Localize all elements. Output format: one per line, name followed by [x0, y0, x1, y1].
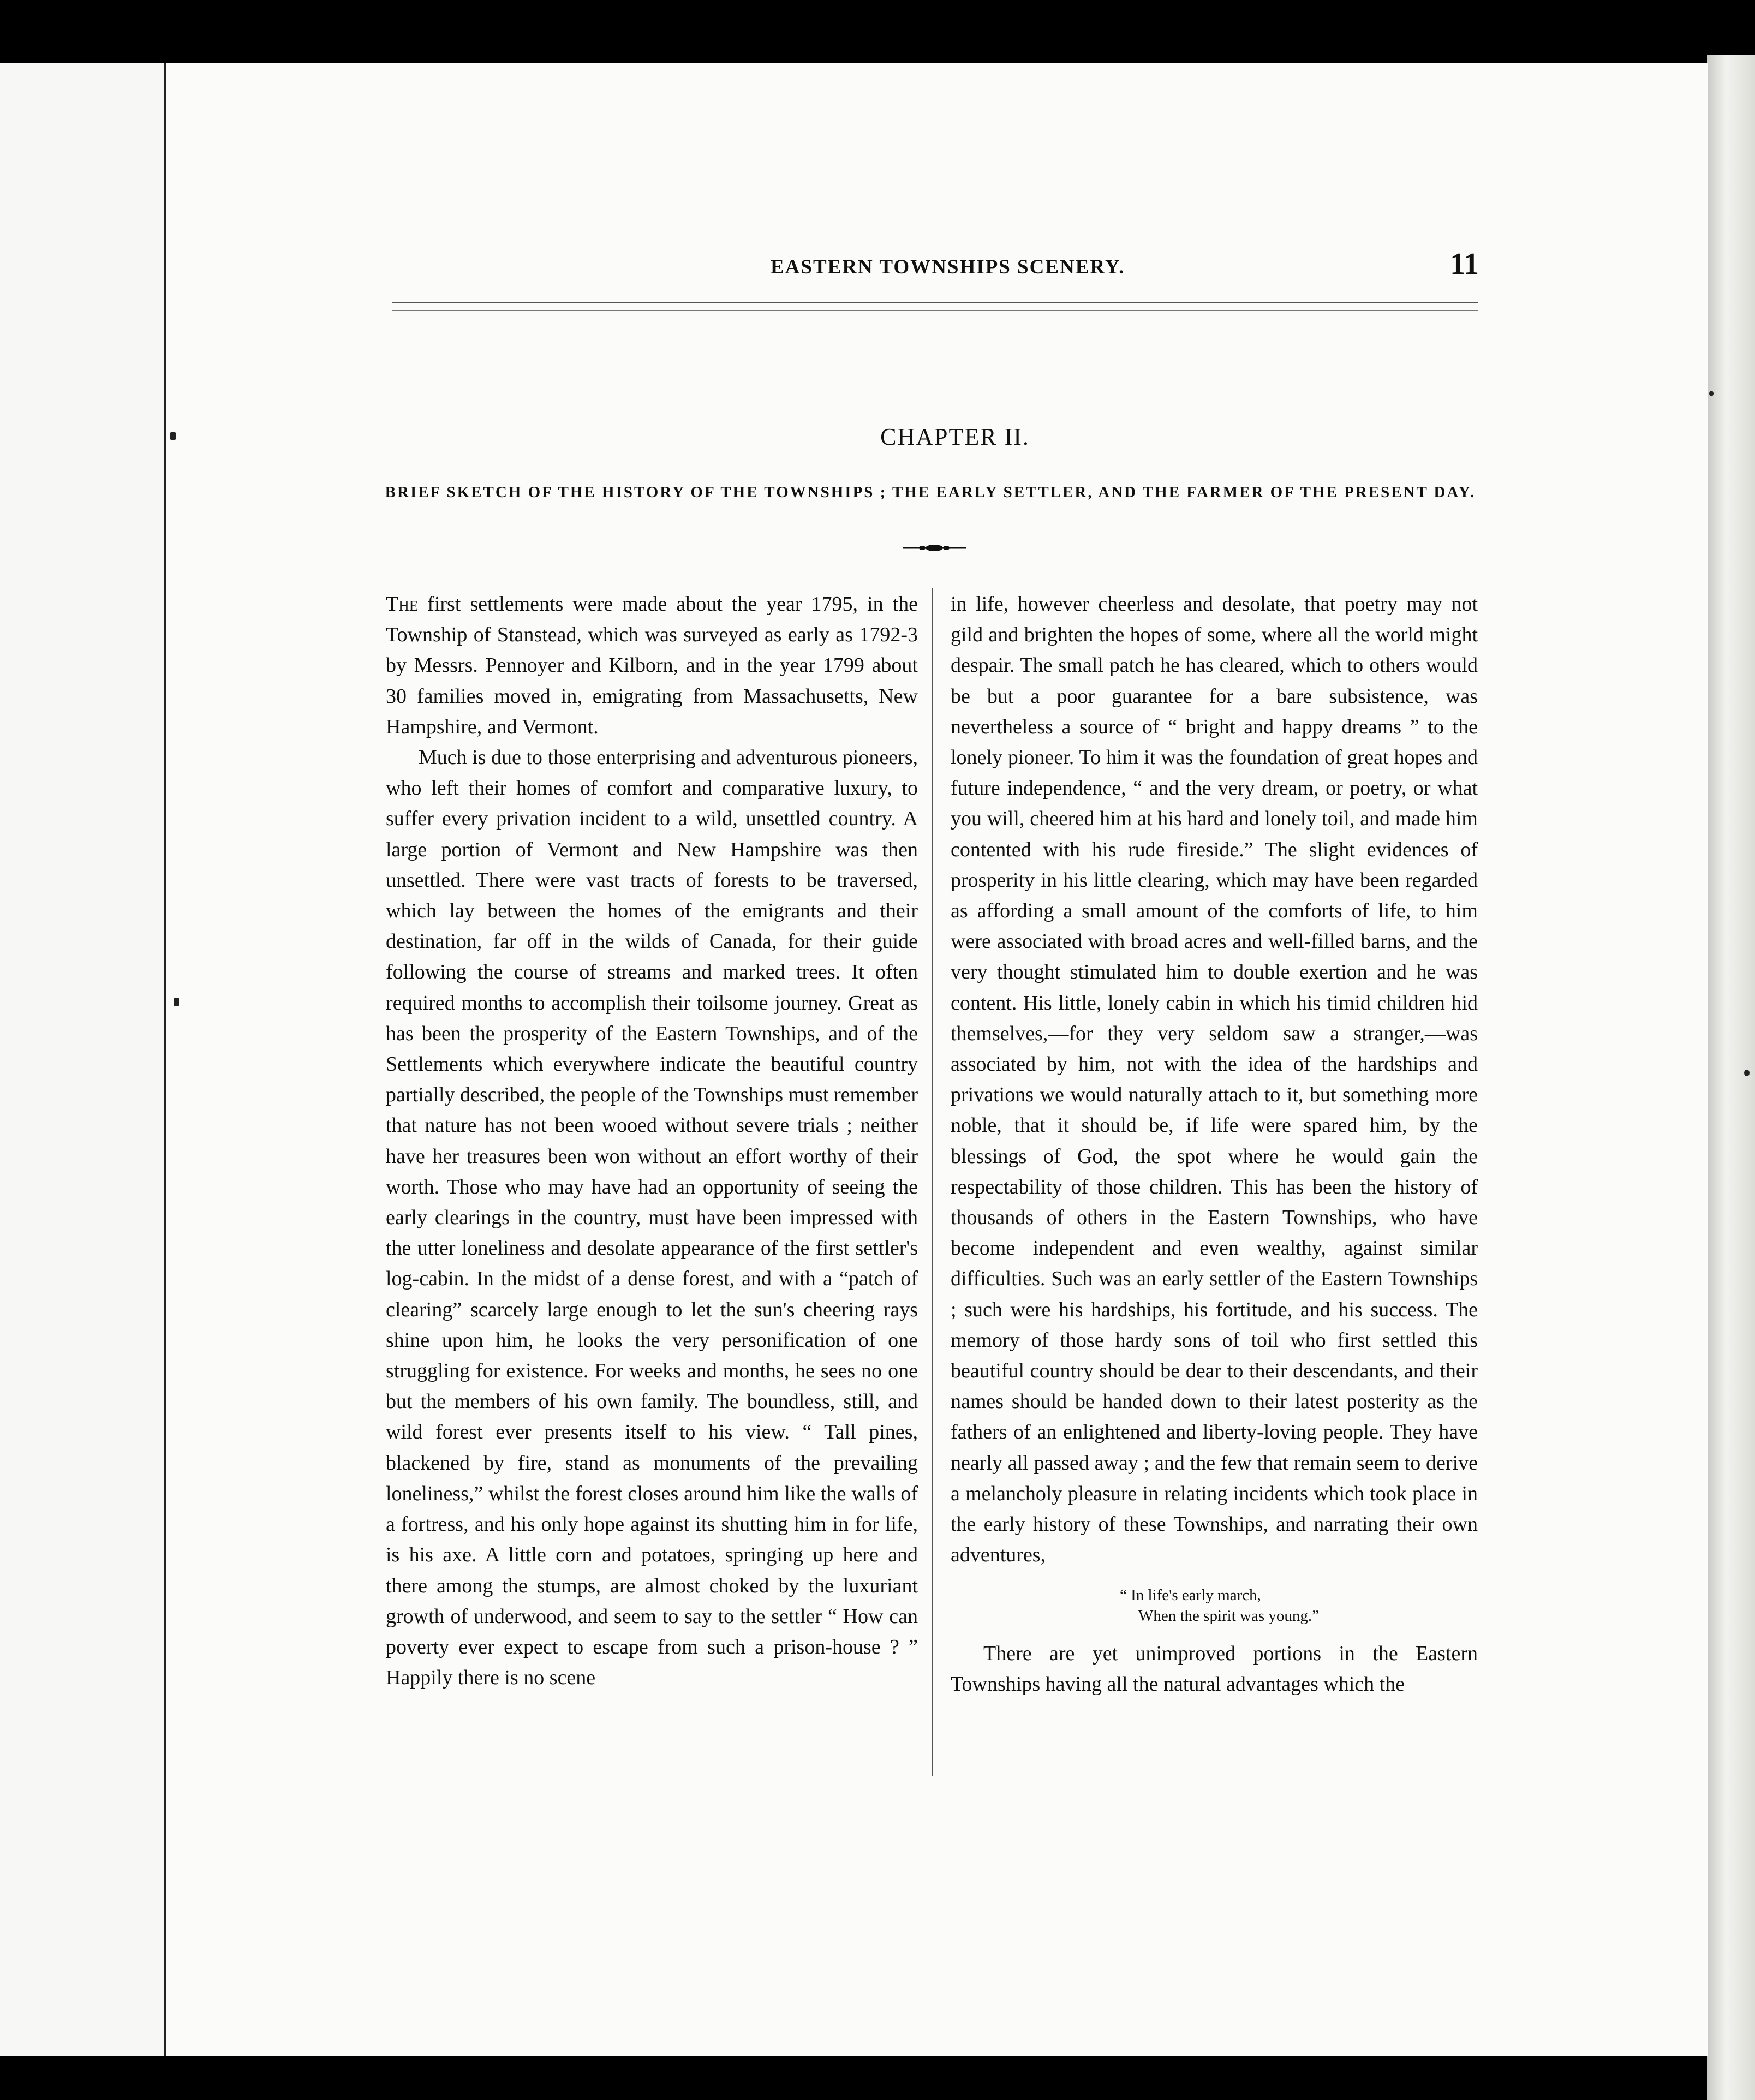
page-number: 11: [1450, 247, 1479, 281]
scan-speck: [1709, 391, 1714, 396]
scan-speck: [170, 432, 176, 440]
ornament-divider: [902, 544, 967, 552]
scan-speck: [174, 998, 179, 1006]
chapter-subtitle: BRIEF SKETCH OF THE HISTORY OF THE TOWNSHIPS ; THE EARLY SETTLER, AND THE FARMER OF THE PRESENT DAY.: [385, 484, 1476, 501]
verse-quote: [1120, 1585, 1478, 1626]
verse-line-1: “ In life's early march,: [1120, 1586, 1261, 1604]
column-divider: [932, 588, 933, 1776]
header-rule: [392, 302, 1478, 311]
page-edge-shadow: [1707, 55, 1755, 2100]
paragraph-3: in life, however cheerless and desolate, that poetry may not gild and brighten the hopes of some, where all the world might despair. The small patch he has cleared, which to others would be but a poor guarantee for a bare subsistence, was nevertheless a source of “ bright and happy dreams ” to the lonely pioneer. To him it was the foundation of great hopes and future independence, “ and the very dream, or poetry, or what you will, cheered him at his hard and lonely toil, and made him contented with his rude fireside.” The slight evidences of prosperity in his little clearing, which may have been regarded as affording a small amount of the comforts of life, to him were associated with broad acres and well-filled barns, and the very thought stimulated him to double exertion and he was content. His little, lonely cabin in which his timid children hid themselves,—for they very seldom saw a stranger,—was associated by him, not with the idea of the hardships and privations we would naturally attach to it, but something more noble, that it should be, if life were spared him, by the blessings of God, the spot where he would gain the respectability of those children. This has been the history of thousands of others in the Eastern Townships, who have become independent and even wealthy, against similar difficulties. Such was an early settler of the Eastern Townships ; such were his hardships, his fortitude, and his success. The memory of those hardy sons of toil who first settled this beautiful country should be dear to their descendants, and their names should be handed down to their latest posterity as the fathers of an enlightened and liberty-loving people. They have nearly all passed away ; and the few that remain seem to derive a melancholy pleasure in relating incidents which took place in the early history of these Townships, and narrating their own adventures,: [951, 593, 1478, 1567]
paragraph-2: Much is due to those enterprising and adventurous pioneers, who left their homes of comfort and comparative luxury, to suffer every privation incident to a wild, unsettled country. A large portion of Vermont and New Hampshire was then unsettled. There were vast tracts of forests to be traversed, which lay between the homes of the emigrants and their destination, far off in the wilds of Canada, for their guide following the course of streams and marked trees. It often required months to accomplish their toilsome journey. Great as has been the prosperity of the Eastern Townships, and of the Settlements which everywhere indicate the beautiful country partially described, the people of the Townships must remember that nature has not been wooed without severe trials ; neither have her treasures been won without an effort worthy of their worth. Those who may have had an opportunity of seeing the early clearings in the country, must have been impressed with the utter loneliness and desolate appearance of the first settler's log-cabin. In the midst of a dense forest, and with a “patch of clearing” scarcely large enough to let the sun's cheering rays shine upon him, he looks the very personification of one struggling for existence. For weeks and months, he sees no one but the members of his own family. The boundless, still, and wild forest ever presents itself to his view. “ Tall pines, blackened by fire, stand as monuments of the prevailing loneliness,” whilst the forest closes around him like the walls of a fortress, and his only hope against its shutting him in for life, is his axe. A little corn and potatoes, springing up here and there among the stumps, are almost choked by the luxuriant growth of underwood, and seem to say to the settler “ How can poverty ever expect to escape from such a prison-house ? ” Happily there is no scene: [386, 746, 918, 1690]
facing-page-margin: [0, 63, 166, 2056]
paragraph-1: [386, 589, 918, 742]
chapter-title: CHAPTER II.: [880, 423, 1030, 450]
left-column: [386, 589, 918, 1693]
scan-speck: [1744, 1070, 1750, 1076]
verse-line-2: When the spirit was young.”: [1138, 1607, 1320, 1625]
right-column: [951, 589, 1478, 1699]
running-title: EASTERN TOWNSHIPS SCENERY.: [771, 256, 1125, 278]
opening-word: The: [386, 593, 419, 616]
paragraph-4: There are yet unimproved portions in the Eastern Townships having all the natural advantages which the: [951, 1642, 1478, 1696]
paragraph-1-text: first settlements were made about the year 1795, in the Township of Stanstead, which was surveyed as early as 1792-3 by Messrs. Pennoyer and Kilborn, and in the year 1799 about 30 families moved in, emigrating from Massachusetts, New Hampshire, and Vermont.: [386, 593, 918, 738]
